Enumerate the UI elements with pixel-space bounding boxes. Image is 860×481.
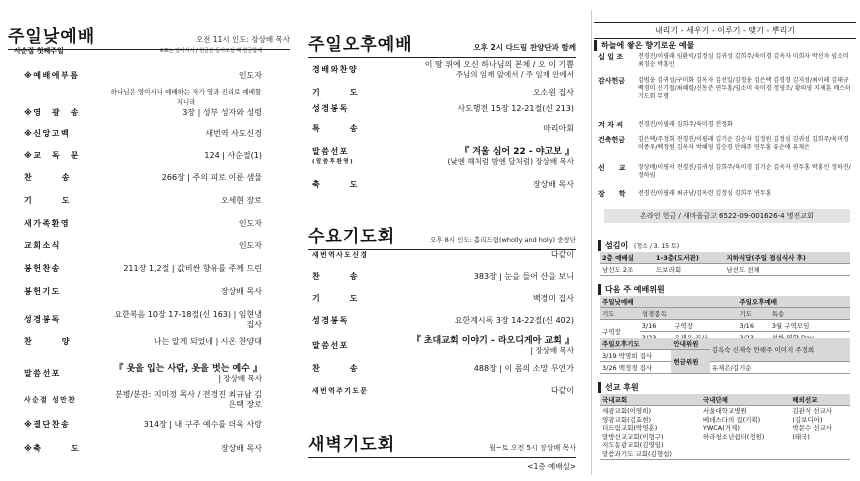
morning-row: [24, 310, 262, 330]
next-row-c3: 3/23: [737, 332, 769, 344]
wednesday-row: [312, 336, 574, 356]
wednesday-row-value-wrap: [390, 294, 574, 304]
morning-row: [24, 87, 262, 107]
mission-domestic-church-item: 영광교회(김효현): [602, 415, 652, 424]
offering-row: [598, 190, 854, 198]
morning-row-value: 장상배 목사: [220, 444, 262, 453]
morning-row-label: ※예배에부름: [24, 71, 80, 80]
afternoon-row-label: [312, 147, 382, 167]
morning-row-label: 봉헌찬송: [24, 264, 61, 273]
wednesday-row: [312, 250, 574, 260]
afternoon-row-label: 축 도: [312, 180, 359, 189]
morning-row-value: 나는 알게 되었네 | 시온 찬양대: [153, 337, 262, 346]
wednesday-row-value: 다같이: [550, 250, 574, 259]
mission-head-2: 국내단체: [701, 394, 790, 406]
wednesday-row-value-wrap: [390, 364, 574, 374]
usher-head-1: 주일오후기도: [600, 338, 671, 350]
wednesday-row-value-wrap: [390, 386, 574, 396]
offering-row: [598, 136, 854, 152]
next-sub-1: 기도: [600, 308, 640, 320]
offering-names: 전경진/이필래 김희주/육미경 전정화: [638, 121, 733, 128]
afternoon-row-label: 기 도: [312, 88, 359, 97]
afternoon-row: [312, 104, 574, 114]
offering-label: 선 교: [598, 164, 626, 172]
morning-row-label: 찬 송: [24, 173, 71, 182]
next-sub-3: 기도: [737, 308, 769, 320]
dawn-time: 월~토 오전 5시 장상배 목사: [489, 444, 576, 452]
wednesday-row: [312, 364, 574, 374]
mission-domestic-church-item: 말방선교교회(이형구): [602, 432, 664, 441]
afternoon-row: [312, 88, 574, 98]
afternoon-row-value: 사도행전 15장 12-21절(신 213): [457, 104, 574, 113]
offer-label: 헌금위원: [671, 350, 709, 374]
next-row-c1: 3/23: [640, 332, 672, 344]
afternoon-row-value-wrap: [382, 60, 574, 80]
church-motto: 내리기 - 세우기 - 이루기 - 맺기 - 뿌리기: [594, 22, 856, 39]
morning-row-value-wrap: [110, 287, 262, 297]
morning-week: 사순절 첫째주일: [14, 47, 64, 55]
afternoon-row-value: 『 겨울 심어 22 - 야고보 』: [460, 147, 574, 157]
offering-names: 김범웅 김귀성/구미화 김옥자 김선일/김정웅 김은택 김경경 김지성/최이레 김태규 백경미 신기철/최혜령/신동준 연두홍/임소미 육미경 정영조/ 황의영 지제훈 메스터기도회 무명: [638, 77, 851, 100]
service-title: [598, 240, 679, 251]
afternoon-row-label-text: 말씀선포: [312, 147, 349, 156]
wednesday-row-value: 요한계시록 3장 14-22절(신 402): [454, 316, 574, 325]
mission-overseas-item: 박문수 선교사: [792, 424, 833, 432]
mission-domestic-org-item: 베데스다의 집(기획): [702, 415, 761, 424]
offering-title: 하늘에 쌓은 향기로운 예물: [594, 40, 860, 51]
column-divider: [591, 10, 592, 475]
wednesday-row-label: 말씀선포: [312, 341, 349, 350]
wednesday-row: [312, 294, 574, 304]
wednesday-title: 수요기도회: [308, 227, 396, 247]
dawn-sub: <1층 예배실>: [527, 462, 576, 471]
morning-row: [24, 71, 262, 81]
morning-row-value-wrap: [110, 337, 262, 347]
morning-row-label: 교회소식: [24, 241, 61, 250]
wednesday-row-value-wrap: [390, 272, 574, 282]
service-title-text: 섬김이: [605, 241, 629, 250]
afternoon-row-label: 경배와찬양: [312, 65, 359, 74]
mission-head-3: 해외선교: [790, 394, 850, 406]
wednesday-row-value-wrap: [390, 316, 574, 326]
mission-head-1: 국내교회: [600, 394, 701, 406]
usher-name: 박명희 집사: [618, 352, 653, 360]
morning-row: [24, 173, 262, 183]
mission-domestic-org-item: 서울대학교병원: [702, 407, 747, 415]
service-val-1: 남선도 2조: [600, 264, 654, 276]
afternoon-row: [312, 147, 574, 167]
next-head-2: 주일오후예배: [737, 296, 850, 308]
mission-overseas-item: 김관식 선교사: [792, 407, 833, 415]
offering-row: [598, 121, 854, 129]
next-row: [600, 320, 850, 332]
afternoon-row-label-2: (말씀후환영): [312, 159, 355, 165]
service-val-3: 남선도 전체: [724, 264, 850, 276]
morning-row: [24, 337, 262, 347]
next-sub-4: 특송: [770, 308, 850, 320]
offering-label: 겨 자 씨: [598, 121, 624, 129]
usher-date: 3/19: [602, 352, 617, 360]
wednesday-row-value: 『 초대교회 이야기 - 라오디게아 교회 』: [411, 336, 574, 346]
service-val-2: 드보라회: [654, 264, 724, 276]
next-row-c4: 3월 구역모임: [770, 320, 850, 332]
mission-table: [600, 394, 850, 460]
morning-row: [24, 219, 262, 229]
morning-row: [24, 108, 262, 118]
wednesday-row-label: 새번역주기도문: [312, 387, 369, 395]
afternoon-row-value-wrap: [382, 147, 574, 167]
morning-row-value-wrap: [110, 87, 262, 107]
morning-row-value-wrap: [110, 241, 262, 251]
wednesday-row-label: 찬 송: [312, 272, 359, 281]
mission-overseas-item: (김보디아): [792, 415, 823, 424]
mission-overseas-item: (태국): [792, 432, 810, 441]
morning-row-label: ※신앙고백: [24, 129, 71, 138]
morning-row-label: 찬 양: [24, 337, 71, 346]
mission-domestic-church-item: 말씀과기도 교회(김형섭): [602, 449, 672, 458]
wednesday-row-label: 새번역사도신경: [312, 251, 369, 259]
wednesday-row-value: 다같이: [550, 386, 574, 395]
mission-domestic-church-item: 더드림교회(박영훈): [602, 424, 658, 432]
morning-row-value-wrap: [110, 151, 262, 161]
mission-domestic-org-item: YWCA(거제): [702, 424, 740, 432]
morning-title: 주일낮예배: [8, 27, 96, 47]
morning-row: [24, 444, 262, 454]
morning-row-value: 인도자: [238, 71, 262, 80]
morning-row-value-wrap: [110, 310, 262, 330]
morning-row-value-wrap: [110, 420, 262, 430]
offering-names: 전경진/이필래 임환익/김정심 김귀성 김희주/육미경 김옥자 미희자 박선자 임소미 최정순 박홍인: [638, 53, 849, 68]
morning-row-label: ※축 도: [24, 444, 81, 453]
wednesday-row-value-wrap: [390, 336, 574, 356]
afternoon-row-label: 특 송: [312, 124, 359, 133]
next-row-c2: 구역장: [672, 320, 737, 332]
morning-row: [24, 364, 262, 384]
afternoon-row: [312, 180, 574, 190]
wednesday-row-value-2: | 장상배 목사: [530, 346, 574, 355]
afternoon-title: 주일오후예배: [308, 35, 413, 55]
wednesday-row-value-wrap: [390, 250, 574, 260]
afternoon-row-value-2: (낮엔 해처럼 밤엔 달처럼) 장상배 목사: [447, 157, 574, 166]
morning-row-value: 인도자: [238, 241, 262, 250]
wednesday-time: 오후 8시 인도: 홀리드림(wholly and holy) 중창단: [430, 236, 576, 244]
morning-row-value: 장상배 목사: [220, 287, 262, 296]
offering-label: 십 일 조: [598, 53, 624, 61]
morning-row-value: 314장 | 내 구주 예수를 더욱 사랑: [143, 420, 262, 429]
morning-row: [24, 420, 262, 430]
offering-names: 전경진/이필래 최규남/김옥련 김정심 김희주 연두홍: [638, 190, 772, 197]
next-head-1: 주일낮예배: [600, 296, 737, 308]
morning-row-label: ※교 독 문: [24, 151, 80, 160]
morning-row-label: ※영 광 송: [24, 108, 80, 117]
morning-row: [24, 129, 262, 139]
usher-name: 백정경 집사: [618, 364, 653, 372]
afternoon-row-value-wrap: [382, 124, 574, 134]
morning-row-value: 오세현 장로: [220, 196, 262, 205]
afternoon-row-value-wrap: [382, 180, 574, 190]
morning-row-value-wrap: [110, 71, 262, 81]
mission-col-overseas: [790, 406, 850, 460]
morning-row-value-wrap: [110, 364, 262, 384]
service-head-3: 지하식당(주일 점심식사 후): [724, 252, 850, 264]
afternoon-row-label: 성경봉독: [312, 104, 349, 113]
dawn-title: 새벽기도회: [308, 435, 396, 455]
afternoon-row-value-2: 주님의 임재 앞에서 / 주 임재 안에서: [455, 70, 574, 79]
next-row-name: 구역장: [600, 320, 640, 344]
morning-row-value: 하나님은 영이시니 예배하는 자가 영과 진리로 예배할지니라: [110, 88, 262, 106]
morning-row-value: 분병/분잔: 지미정 목사 / 전경진 최규남 김은택 장로: [115, 390, 262, 409]
usher-row-2: [600, 362, 671, 374]
mission-domestic-church-item: 지도동광교회(김영일): [602, 441, 664, 449]
wednesday-row-value: 383장 | 눈을 들어 산을 보니: [473, 272, 574, 281]
afternoon-row: [312, 124, 574, 134]
next-row-c4: 선한 영향 Day: [770, 332, 850, 344]
wednesday-row-label: 찬 송: [312, 364, 359, 373]
service-table: [600, 252, 850, 276]
service-head-1: 2층 예배실: [600, 252, 654, 264]
offering-label: 장 학: [598, 190, 626, 198]
usher-head-2: 안내위원: [671, 338, 709, 350]
offering-names: 김은택/주정희 전경진/이필래 김기순 김승자 김정원 김정심 김귀성 김희주/육미경 이종우/백정원 김옥자 박혜영 김승경 안해주 연두홍 유순애 유재은: [638, 136, 849, 151]
morning-row: [24, 241, 262, 251]
offering-row: [598, 164, 854, 180]
next-row-c1: 3/16: [640, 320, 672, 332]
service-head-2: 1-3층(도서관): [654, 252, 724, 264]
mission-col-domestic-church: [600, 406, 701, 460]
morning-row-label: 말씀선포: [24, 369, 61, 378]
morning-row-label: 기 도: [24, 196, 71, 205]
morning-row-value: 새번역 사도신경: [205, 129, 262, 138]
next-row-c2: 유재은 집사: [672, 332, 737, 344]
service-date: (청소 / 3. 15 토): [633, 243, 680, 250]
morning-row-value-2: | 장상배 목사: [218, 374, 262, 383]
next-table: [600, 296, 850, 344]
wednesday-row: [312, 272, 574, 282]
wednesday-row-value: 488장 | 이 몸의 소망 무언가: [473, 364, 574, 373]
mission-domestic-church-item: 세광교회(이영희): [602, 407, 652, 415]
morning-row-label: ※결단찬송: [24, 420, 71, 429]
morning-row-value-wrap: [110, 108, 262, 118]
afternoon-row-value: 장상배 목사: [532, 180, 574, 189]
morning-row-value-wrap: [110, 444, 262, 454]
morning-row-value-wrap: [110, 264, 262, 274]
offering-label: 건축헌금: [598, 136, 626, 144]
afternoon-row-value-wrap: [382, 88, 574, 98]
afternoon-time: 오후 2시 다드림 찬양단과 함께: [473, 43, 576, 52]
morning-row-value-wrap: [110, 173, 262, 183]
offering-label: 감사헌금: [598, 77, 626, 85]
usher-table: [600, 338, 850, 374]
next-row-c3: 3/16: [737, 320, 769, 332]
usher-row-1: [600, 350, 671, 362]
morning-time: 오전 11시 인도: 장상배 목사: [195, 35, 290, 44]
mission-domestic-org-item: 하라청소년쉼터(정원): [702, 432, 765, 441]
morning-row-value: 266장 | 주의 피로 이룬 샘물: [161, 173, 262, 182]
mission-title: 선교 후원: [598, 382, 639, 393]
wednesday-row: [312, 316, 574, 326]
offer-val: 유재은/김기순: [710, 362, 850, 374]
afternoon-row-value-wrap: [382, 104, 574, 114]
morning-row-value: 인도자: [238, 219, 262, 228]
afternoon-row: [312, 60, 574, 80]
morning-row-value: 211장 1,2절 | 값비싼 향유를 주께 드린: [123, 264, 262, 273]
morning-row: [24, 151, 262, 161]
morning-row-value: 3장 | 성부 성자와 성령: [182, 108, 262, 117]
morning-note: ※표는 일어서서 / 헌금은 들어오실 때 헌금함에: [159, 48, 262, 54]
morning-row-value-wrap: [110, 219, 262, 229]
morning-row-label: 봉헌기도: [24, 287, 61, 296]
offering-names: 장상배/이평서 전경진/김귀성 김희주/육미경 김기순 김옥자 연두홍 박홍인 정하진/정하임: [638, 164, 851, 179]
morning-row-value-wrap: [110, 390, 262, 410]
wednesday-row-label: 기 도: [312, 294, 359, 303]
morning-row-label: 사순절 성만찬: [24, 396, 77, 404]
afternoon-row-value: 마리아회: [543, 124, 574, 133]
afternoon-row-value: 이 땅 위에 오신 하나님의 본체 / 오 이 기쁨: [424, 60, 574, 69]
online-offering: 온라인 헌금 / 새마을금고 6522-09-001626-4 명진교회: [604, 209, 850, 223]
next-title: 다음 주 예배위원: [598, 284, 665, 295]
wednesday-row: [312, 386, 574, 396]
morning-row: [24, 287, 262, 297]
mission-col-domestic-org: [701, 406, 790, 460]
morning-row: [24, 390, 262, 410]
morning-row-value-wrap: [110, 129, 262, 139]
morning-row: [24, 264, 262, 274]
offering-row: [598, 77, 854, 101]
morning-row-value-wrap: [110, 196, 262, 206]
morning-row-value: 124 | 사순절(1): [204, 151, 262, 160]
usher-head-3: 김옥숙 신재숙 안해주 이미지 주정희: [710, 338, 850, 362]
next-sub-2: 성경봉독: [640, 308, 738, 320]
offering-row: [598, 53, 854, 69]
usher-date: 3/26: [602, 364, 617, 372]
morning-row: [24, 196, 262, 206]
morning-row-value: 『 옷을 입는 사람, 옷을 벗는 예수 』: [114, 364, 262, 374]
morning-row-value: 요한복음 10장 17-18절(신 163) | 임현냉 집사: [114, 310, 262, 329]
wednesday-row-value: 백경미 집사: [532, 294, 574, 303]
morning-row-label: 새가족환영: [24, 219, 71, 228]
morning-row-label: 성경봉독: [24, 315, 61, 324]
afternoon-row-value: 오소원 집사: [532, 88, 574, 97]
wednesday-row-label: 성경봉독: [312, 316, 349, 325]
